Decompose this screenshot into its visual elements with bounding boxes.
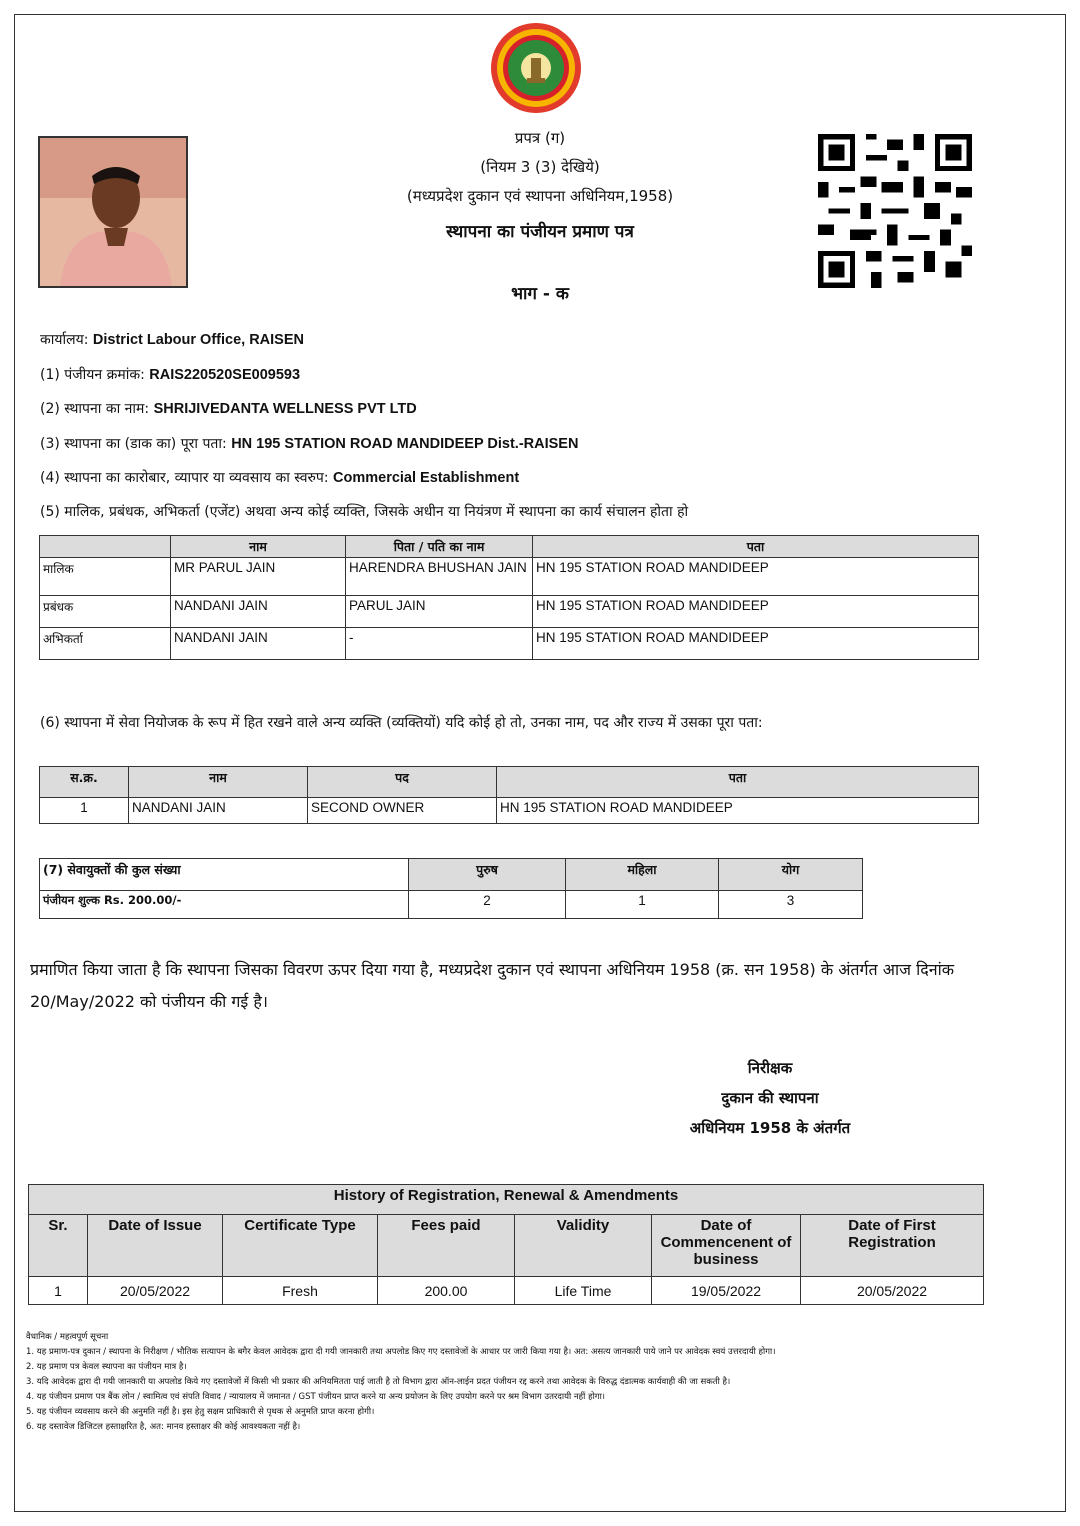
notes-title: वैधानिक / महत्वपूर्ण सूचना	[26, 1332, 109, 1342]
field-establishment-name: (2) स्थापना का नाम: SHRIJIVEDANTA WELLNESS PVT LTD	[40, 401, 417, 417]
field-business-nature: (4) स्थापना का कारोबार, व्यापार या व्यवसाय का स्वरुप: Commercial Establishment	[40, 470, 520, 486]
table-row: 1 NANDANI JAIN SECOND OWNER HN 195 STATION ROAD MANDIDEEP	[40, 798, 979, 824]
table-header-row: स.क्र. नाम पद पता	[40, 767, 979, 798]
note-item: 3. यदि आवेदक द्वारा दी गयी जानकारी या अपलोड किये गए दस्तावेजों में किसी भी प्रकार की अनियमितता पाई जाती है तो विभाग द्वारा ऑन-लाईन प्रदत पंजीयन रद्द करने तथा आवेदक के विरुद्ध दंडात्मक कार्यवाही की जा सकती है।	[26, 1377, 731, 1387]
note-item: 2. यह प्रमाण पत्र केवल स्थापना का पंजीयन मात्र है।	[26, 1362, 187, 1372]
state-emblem-logo	[490, 22, 582, 114]
interested-persons-table	[39, 766, 979, 824]
table-row: 1 20/05/2022 Fresh 200.00 Life Time 19/05/2022 20/05/2022	[29, 1277, 984, 1305]
section6-label: (6) स्थापना में सेवा नियोजक के रूप में हित रखने वाले अन्य व्यक्ति (व्यक्तियों) यदि कोई हो तो, उनका नाम, पद और राज्य में उसका पूरा पता:	[40, 715, 763, 731]
field-postal-address: (3) स्थापना का (डाक का) पूरा पता: HN 195 STATION ROAD MANDIDEEP Dist.-RAISEN	[40, 436, 579, 452]
employee-count-table	[39, 858, 863, 919]
table-row: अभिकर्ता NANDANI JAIN - HN 195 STATION ROAD MANDIDEEP	[40, 628, 979, 660]
note-item: 5. यह पंजीयन व्यवसाय करने की अनुमति नहीं है। इस हेतु सक्षम प्राधिकारी से पृथक से अनुमति प्राप्त करना होगी।	[26, 1407, 375, 1417]
office-line: कार्यालय: District Labour Office, RAISEN	[40, 332, 304, 348]
inspector-signature-block: निरीक्षक दुकान की स्थापना अधिनियम 1958 के अंतर्गत	[689, 1059, 851, 1137]
table-header-row: (7) सेवायुक्तों की कुल संख्या पुरुष महिला योग	[40, 859, 863, 891]
form-number: प्रपत्र (ग)	[514, 129, 566, 147]
registration-history-table	[28, 1184, 984, 1305]
table-row: प्रबंधक NANDANI JAIN PARUL JAIN HN 195 STATION ROAD MANDIDEEP	[40, 596, 979, 628]
owners-table	[39, 535, 979, 660]
qr-code	[818, 134, 972, 288]
field-registration-number: (1) पंजीयन क्रमांक: RAIS220520SE009593	[40, 367, 301, 383]
note-item: 6. यह दस्तावेज डिजिटल हस्ताक्षरित है, अत: मानव हस्ताक्षर की कोई आवश्यकता नहीं है।	[26, 1422, 301, 1432]
certification-text: प्रमाणित किया जाता है कि स्थापना जिसका विवरण ऊपर दिया गया है, मध्यप्रदेश दुकान एवं स्थापना अधिनियम 1958 (क्र. सन 1958) के अंतर्गत आज दिनांक 20/May/2022 को पंजीयन की गई है।	[30, 960, 955, 1011]
table-caption-row: History of Registration, Renewal & Amendments	[29, 1185, 984, 1215]
rule-reference: (नियम 3 (3) देखिये)	[480, 158, 600, 176]
certificate-title: स्थापना का पंजीयन प्रमाण पत्र	[446, 222, 634, 242]
table-row: मालिक MR PARUL JAIN HARENDRA BHUSHAN JAIN HN 195 STATION ROAD MANDIDEEP	[40, 558, 979, 596]
applicant-photo	[38, 136, 188, 288]
note-item: 1. यह प्रमाण-पत्र दुकान / स्थापना के निरीक्षण / भौतिक सत्यापन के बगैर केवल आवेदक द्वारा दी गयी जानकारी तथा अपलोड किए गए दस्तावेजों के आधार पर जारी किया गया है। अत: असत्य जानकारी पाये जाने पर आवेदक स्वयं उत्तरदायी होगा।	[26, 1347, 776, 1357]
table-header-row: Sr. Date of Issue Certificate Type Fees paid Validity Date of Commencenent of business Date of First Registration	[29, 1215, 984, 1277]
table-row: पंजीयन शुल्क Rs. 200.00/- 2 1 3	[40, 891, 863, 919]
part-label: भाग - क	[511, 284, 569, 304]
act-reference: (मध्यप्रदेश दुकान एवं स्थापना अधिनियम,1958)	[406, 187, 674, 205]
table-header-row: नाम पिता / पति का नाम पता	[40, 536, 979, 558]
section5-label: (5) मालिक, प्रबंधक, अभिकर्ता (एजेंट) अथवा अन्य कोई व्यक्ति, जिसके अधीन या नियंत्रण में स्थापना का कार्य संचालन होता हो	[40, 504, 689, 520]
legal-notes	[26, 1330, 1056, 1435]
note-item: 4. यह पंजीयन प्रमाण पत्र बैंक लोन / स्वामित्व एवं संपति विवाद / न्यायालय में जमानत / GST पंजीयन प्राप्त करने या अन्य प्रयोजन के लिए उपयोग करने पर श्रम विभाग उतरदायी नहीं होगा।	[26, 1392, 605, 1402]
